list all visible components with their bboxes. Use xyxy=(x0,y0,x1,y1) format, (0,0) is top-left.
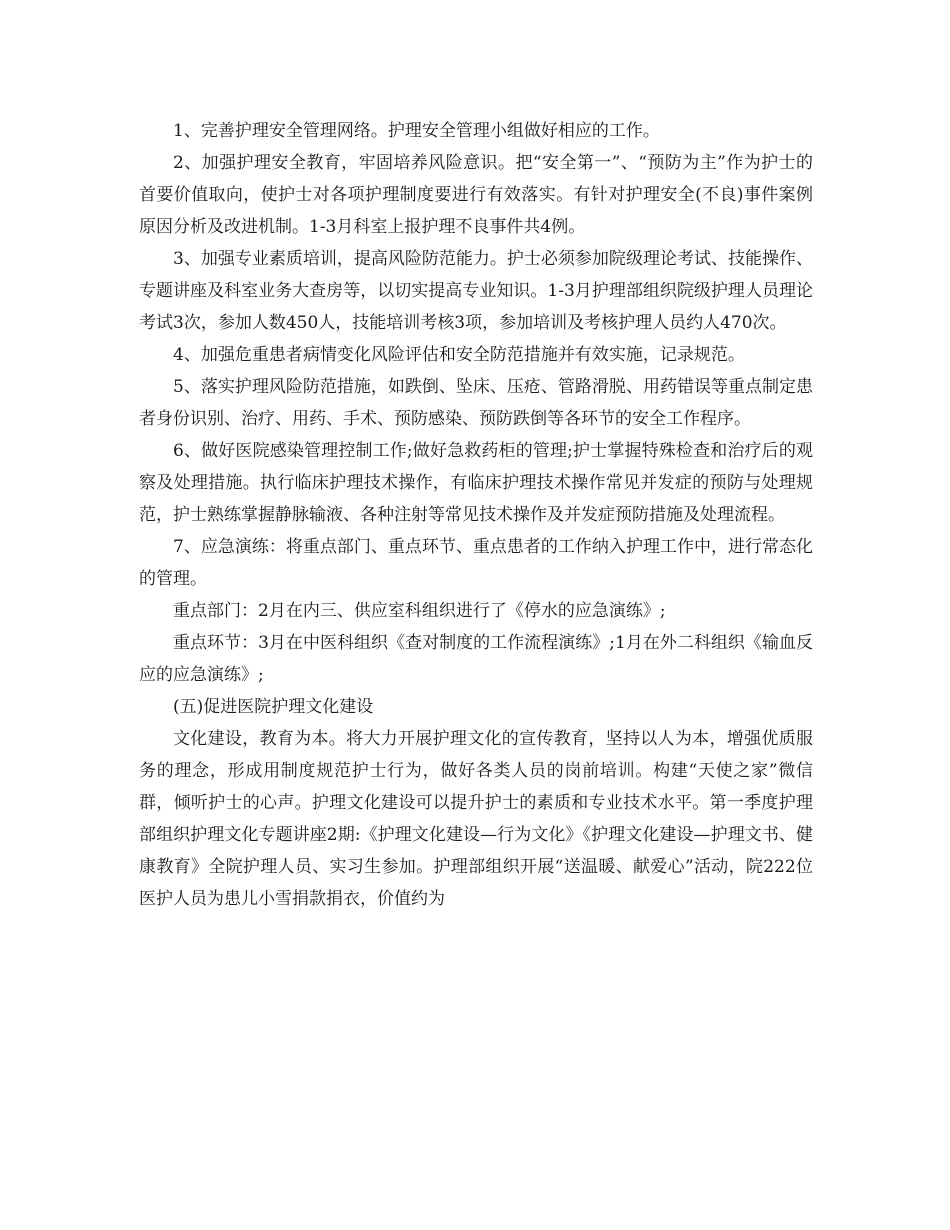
paragraph-3: 3、加强专业素质培训，提高风险防范能力。护士必须参加院级理论考试、技能操作、专题讲座及科室业务大查房等，以切实提高专业知识。1-3月护理部组织院级护理人员理论考试3次，参加人数450人，技能培训考核3项，参加培训及考核护理人员约人470次。 xyxy=(139,249,813,333)
paragraph-key-links: 重点环节：3月在中医科组织《查对制度的工作流程演练》;1月在外二科组织《输血反应的应急演练》; xyxy=(139,633,813,685)
paragraph-4: 4、加强危重患者病情变化风险评估和安全防范措施并有效实施，记录规范。 xyxy=(173,345,745,365)
paragraph-1: 1、完善护理安全管理网络。护理安全管理小组做好相应的工作。 xyxy=(173,121,660,141)
section-heading: (五)促进医院护理文化建设 xyxy=(173,697,374,717)
document-body xyxy=(139,115,813,915)
paragraph-6: 6、做好医院感染管理控制工作;做好急救药柜的管理;护士掌握特殊检查和治疗后的观察及处理措施。执行临床护理技术操作，有临床护理技术操作常见并发症的预防与处理规范，护士熟练掌握静脉输液、各种注射等常见技术操作及并发症预防措施及处理流程。 xyxy=(139,441,813,525)
paragraph-2: 2、加强护理安全教育，牢固培养风险意识。把“安全第一”、“预防为主”作为护士的首要价值取向，使护士对各项护理制度要进行有效落实。有针对护理安全(不良)事件案例原因分析及改进机制。1-3月科室上报护理不良事件共4例。 xyxy=(139,153,813,237)
paragraph-key-departments: 重点部门：2月在内三、供应室科组织进行了《停水的应急演练》; xyxy=(173,601,666,621)
paragraph-5: 5、落实护理风险防范措施，如跌倒、坠床、压疮、管路滑脱、用药错误等重点制定患者身份识别、治疗、用药、手术、预防感染、预防跌倒等各环节的安全工作程序。 xyxy=(139,377,813,429)
paragraph-culture: 文化建设，教育为本。将大力开展护理文化的宣传教育，坚持以人为本，增强优质服务的理念，形成用制度规范护士行为，做好各类人员的岗前培训。构建“天使之家”微信群，倾听护士的心声。护理文化建设可以提升护士的素质和专业技术水平。第一季度护理部组织护理文化专题讲座2期:《护理文化建设—行为文化》《护理文化建设—护理文书、健康教育》全院护理人员、实习生参加。护理部组织开展“送温暖、献爱心”活动，院222位医护人员为患儿小雪捐款捐衣，价值约为 xyxy=(139,729,813,909)
paragraph-7: 7、应急演练：将重点部门、重点环节、重点患者的工作纳入护理工作中，进行常态化的管理。 xyxy=(139,537,813,589)
